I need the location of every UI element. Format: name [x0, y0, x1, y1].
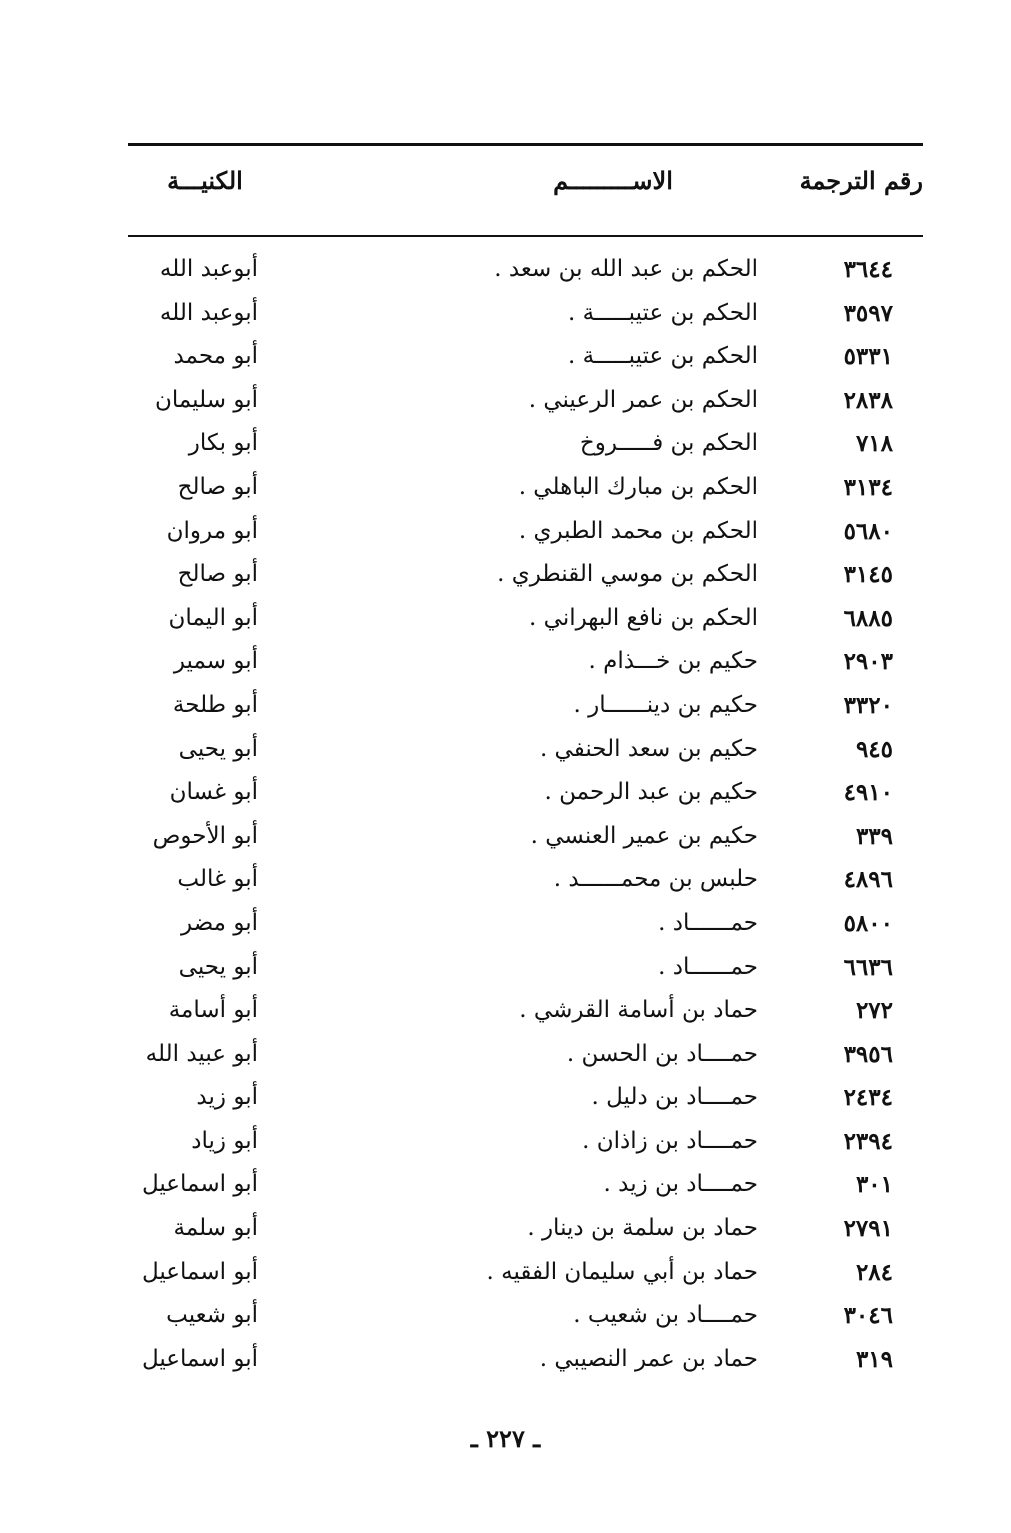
- entry-name: الحكم بن موسي القنطري .: [497, 561, 758, 588]
- table-row: [128, 1163, 923, 1207]
- header-top-rule: [128, 143, 923, 146]
- entry-kunya: أبو اليمان: [168, 604, 258, 631]
- entry-kunya: أبو سليمان: [154, 386, 258, 413]
- table-row: [128, 510, 923, 554]
- entry-name: حماد بن سلمة بن دينار .: [527, 1215, 758, 1242]
- table-row: [128, 248, 923, 292]
- entry-name: حمــــاد بن شعيب .: [573, 1302, 758, 1329]
- entry-number: ٩٤٥: [855, 735, 893, 763]
- entry-name: حمــــــاد .: [658, 953, 758, 980]
- table-row: [128, 466, 923, 510]
- entry-kunya: أبو يحيى: [178, 953, 258, 980]
- table-row: [128, 292, 923, 336]
- entry-kunya: أبو اسماعيل: [141, 1171, 258, 1198]
- entry-number: ٥٣٣١: [843, 343, 893, 371]
- table-row: [128, 1033, 923, 1077]
- entry-number: ٥٨٠٠: [843, 909, 893, 937]
- table-row: [128, 640, 923, 684]
- entry-number: ٣٦٤٤: [843, 256, 893, 283]
- table-row: [128, 422, 923, 466]
- entry-kunya: أبوعبد الله: [159, 299, 258, 326]
- entry-number: ٥٦٨٠: [843, 517, 893, 545]
- table-row: [128, 335, 923, 379]
- entry-number: ٣٠١: [855, 1171, 893, 1199]
- page-number: ـ ٢٢٧ ـ: [470, 1424, 541, 1453]
- table-row: [128, 771, 923, 815]
- entry-name: الحكم بن عمر الرعيني .: [528, 386, 758, 413]
- entry-kunya: أبو سمير: [173, 648, 258, 675]
- entry-name: حماد بن أبي سليمان الفقيه .: [486, 1258, 758, 1285]
- entry-number: ٣٣٩: [855, 822, 893, 850]
- entry-kunya: أبو الأحوص: [152, 822, 258, 849]
- entries-list: [128, 248, 923, 1381]
- table-row: [128, 902, 923, 946]
- entry-kunya: أبو زياد: [191, 1127, 258, 1154]
- table-row: [128, 1120, 923, 1164]
- entry-kunya: أبو طلحة: [172, 691, 258, 718]
- entry-number: ٢٩٠٣: [843, 648, 893, 676]
- table-row: [128, 1076, 923, 1120]
- entry-number: ٢٧٩١: [843, 1215, 893, 1243]
- entry-kunya: أبو صالح: [177, 473, 258, 500]
- header-bottom-rule: [128, 235, 923, 237]
- entry-name: الحكم بن فـــــروخ: [579, 430, 758, 457]
- entry-name: حمــــاد بن الحسن .: [566, 1040, 758, 1067]
- table-row: [128, 728, 923, 772]
- entry-number: ٤٨٩٦: [843, 866, 893, 894]
- entry-kunya: أبو أسامة: [168, 997, 258, 1024]
- entry-name: الحكم بن مبارك الباهلي .: [518, 473, 758, 500]
- entry-name: حكيم بن عمير العنسي .: [530, 822, 758, 849]
- entry-name: الحكم بن نافع البهراني .: [529, 604, 758, 631]
- entry-kunya: أبو مضر: [181, 909, 258, 936]
- entry-number: ٢٨٣٨: [843, 386, 893, 414]
- entry-number: ٣١٩: [855, 1345, 893, 1373]
- entry-number: ٦٨٨٥: [843, 604, 893, 632]
- table-row: [128, 1294, 923, 1338]
- entry-name: حماد بن أسامة القرشي .: [519, 997, 758, 1024]
- entry-name: حلبس بن محمــــــد .: [553, 866, 758, 893]
- entry-name: حكيم بن سعد الحنفي .: [539, 735, 758, 762]
- entry-kunya: أبو صالح: [177, 561, 258, 588]
- entry-kunya: أبو غسان: [169, 779, 258, 806]
- entry-number: ٢٧٢: [855, 997, 893, 1025]
- entry-name: حمــــاد بن زيد .: [603, 1171, 758, 1198]
- entry-number: ٧١٨: [855, 430, 893, 458]
- entry-number: ٣٥٩٧: [843, 299, 893, 327]
- entry-kunya: أبو اسماعيل: [141, 1258, 258, 1285]
- entry-number: ٣٣٢٠: [843, 691, 893, 719]
- entry-name: حكيم بن دينــــــار .: [573, 691, 758, 718]
- entry-name: حمــــــاد .: [658, 909, 758, 936]
- entry-name: الحكم بن محمد الطبري .: [518, 517, 758, 544]
- table-row: [128, 989, 923, 1033]
- table-row: [128, 946, 923, 990]
- entry-kunya: أبو اسماعيل: [141, 1345, 258, 1372]
- entry-kunya: أبو يحيى: [178, 735, 258, 762]
- entry-number: ٦٦٣٦: [843, 953, 893, 981]
- entry-name: حمــــاد بن دليل .: [591, 1084, 758, 1111]
- entry-name: الحكم بن عبد الله بن سعد .: [494, 256, 758, 282]
- entry-kunya: أبو شعيب: [166, 1302, 258, 1329]
- entry-number: ٢٤٣٤: [843, 1084, 893, 1112]
- entry-name: الحكم بن عتيبـــــة .: [568, 299, 758, 326]
- entry-number: ٣٠٤٦: [843, 1302, 893, 1330]
- entry-kunya: أبو سلمة: [173, 1215, 258, 1242]
- entry-name: حمــــاد بن زاذان .: [582, 1127, 758, 1154]
- entry-kunya: أبو مروان: [166, 517, 258, 544]
- header-kunya: الكنيـــة: [167, 166, 243, 195]
- entry-name: حكيم بن خـــذام .: [588, 648, 758, 675]
- header-name: الاســـــــــم: [553, 166, 673, 195]
- header-entry-number: رقم الترجمة: [799, 166, 923, 195]
- table-row: [128, 597, 923, 641]
- entry-kunya: أبو زيد: [196, 1084, 258, 1111]
- entry-number: ٣١٤٥: [843, 561, 893, 589]
- table-header: [128, 166, 923, 206]
- entry-name: حماد بن عمر النصيبي .: [539, 1345, 758, 1372]
- table-row: [128, 379, 923, 423]
- table-row: [128, 1207, 923, 1251]
- entry-name: الحكم بن عتيبـــــة .: [568, 343, 758, 370]
- table-row: [128, 815, 923, 859]
- table-row: [128, 1338, 923, 1382]
- table-row: [128, 1251, 923, 1295]
- entry-kunya: أبو عبيد الله: [145, 1040, 258, 1067]
- entry-number: ٢٣٩٤: [843, 1127, 893, 1155]
- entry-kunya: أبوعبد الله: [159, 256, 258, 282]
- entry-number: ٣١٣٤: [843, 473, 893, 501]
- entry-number: ٢٨٤: [855, 1258, 893, 1286]
- entry-number: ٤٩١٠: [843, 779, 893, 807]
- table-row: [128, 684, 923, 728]
- table-row: [128, 553, 923, 597]
- entry-kunya: أبو بكار: [188, 430, 258, 457]
- entry-number: ٣٩٥٦: [843, 1040, 893, 1068]
- table-row: [128, 858, 923, 902]
- entry-kunya: أبو محمد: [173, 343, 258, 370]
- entry-kunya: أبو غالب: [177, 866, 258, 893]
- entry-name: حكيم بن عبد الرحمن .: [544, 779, 758, 806]
